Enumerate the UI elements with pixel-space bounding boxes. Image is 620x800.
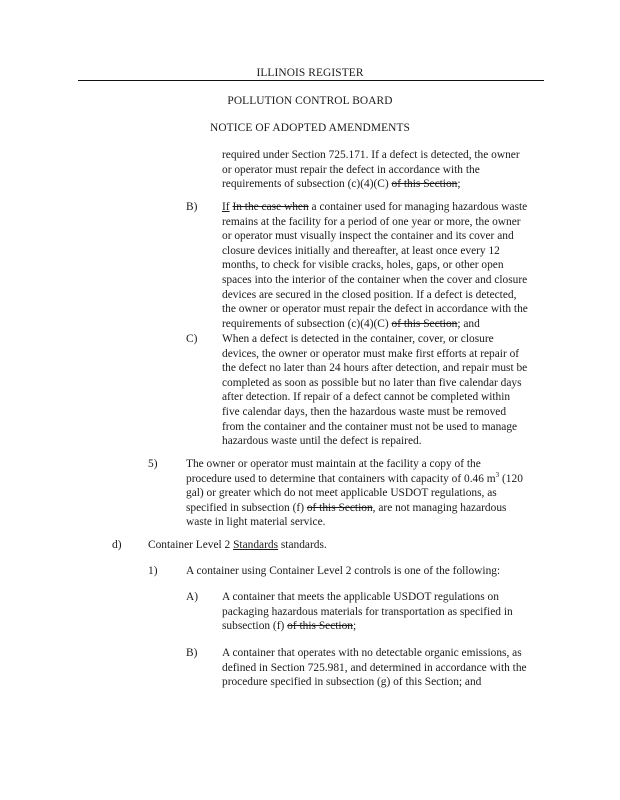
item-1-paragraph [186, 564, 500, 579]
inserted-text: Standards [233, 539, 279, 551]
text-line: When a defect is detected in the container, cover, or closure [222, 333, 494, 345]
text-line: A container that operates with no detectable organic emissions, as [222, 647, 522, 659]
text-line: remains at the facility for a period of one year or more, the owner [222, 215, 521, 228]
item-label-c: C) [186, 333, 198, 345]
item-d-heading [148, 538, 327, 553]
text-line: after detection. If repair of a defect cannot be completed within [222, 391, 511, 404]
text-line: If In the case when a container used for managing hazardous waste [222, 201, 528, 213]
text-line: closure devices initially and thereafter, at least once every 12 [222, 244, 500, 257]
item-label-b2: B) [186, 647, 198, 659]
item-label-b: B) [186, 201, 198, 213]
text-line: spaces into the interior of the container when the cover and closure [222, 273, 528, 286]
deleted-text: In the case when [232, 201, 309, 213]
text-line: procedure specified in subsection (g) of this Section; and [222, 676, 482, 689]
item-label-5: 5) [148, 458, 158, 470]
continued-paragraph [222, 148, 520, 192]
item-label-a: A) [186, 591, 199, 603]
text-line: the owner or operator must repair the defect in accordance with the [222, 303, 528, 316]
item-c-paragraph [222, 332, 527, 449]
item-a-paragraph [222, 590, 513, 634]
deleted-text: of this Section [287, 620, 353, 633]
text-line: subsection (f) of this Section; [222, 620, 357, 633]
text-line: five calendar days, then the hazardous waste must be removed [222, 405, 507, 418]
text-line: months, to check for visible cracks, holes, gaps, or other open [222, 259, 504, 272]
text-line: devices, the owner or operator must make first efforts at repair of [222, 347, 520, 360]
item-b2-paragraph [222, 646, 527, 690]
text-line: requirements of subsection (c)(4)(C) of this Section; and [222, 317, 480, 330]
text-line: from the container and the container must not be used to manage [222, 420, 518, 433]
deleted-text: of this Section [306, 501, 373, 514]
text-line: hazardous waste until the defect is repaired. [222, 435, 422, 448]
text-line: devices are secured in the closed position. If a defect is detected, [222, 288, 517, 301]
text-line: requirements of subsection (c)(4)(C) of this Section; [222, 178, 461, 191]
text-line: gal) or greater which do not meet applicable USDOT regulations, as [186, 487, 497, 500]
deleted-text: of this Section [391, 317, 458, 330]
notice-title: NOTICE OF ADOPTED AMENDMENTS [210, 122, 410, 134]
text-line: procedure used to determine that containers with capacity of 0.46 $m^3$ (120 [186, 470, 523, 485]
text-line: Container Level 2 Standards standards. [148, 539, 327, 551]
text-line: A container that meets the applicable USDOT regulations on [222, 591, 499, 603]
text-line: or operator must repair the defect in accordance with the [222, 163, 480, 176]
text-line: The owner or operator must maintain at the facility a copy of the [186, 458, 481, 470]
text-line: defined in Section 725.981, and determined in accordance with the [222, 661, 527, 674]
header-rule [78, 80, 544, 81]
board-title: POLLUTION CONTROL BOARD [227, 95, 393, 107]
text-line: packaging hazardous materials for transportation as specified in [222, 605, 513, 618]
item-5-paragraph [186, 457, 523, 530]
superscript: 3 [495, 470, 500, 479]
item-label-d: d) [112, 539, 122, 551]
text-line: or operator must visually inspect the container and its cover and [222, 230, 514, 243]
inserted-text: If [222, 201, 230, 213]
register-title: ILLINOIS REGISTER [256, 67, 364, 79]
deleted-text: of this Section [391, 178, 458, 191]
item-label-1: 1) [148, 565, 158, 577]
text-line: the defect no later than 24 hours after detection, and repair must be [222, 362, 528, 375]
text-line: required under Section 725.171. If a defect is detected, the owner [222, 149, 520, 161]
text-line: A container using Container Level 2 controls is one of the following: [186, 565, 501, 577]
text-line: waste in light material service. [186, 516, 326, 529]
text-line: specified in subsection (f) of this Section, are not managing hazardous [186, 501, 507, 514]
text-line: completed as soon as possible but no later than five calendar days [222, 376, 522, 389]
item-b-paragraph [222, 200, 528, 331]
